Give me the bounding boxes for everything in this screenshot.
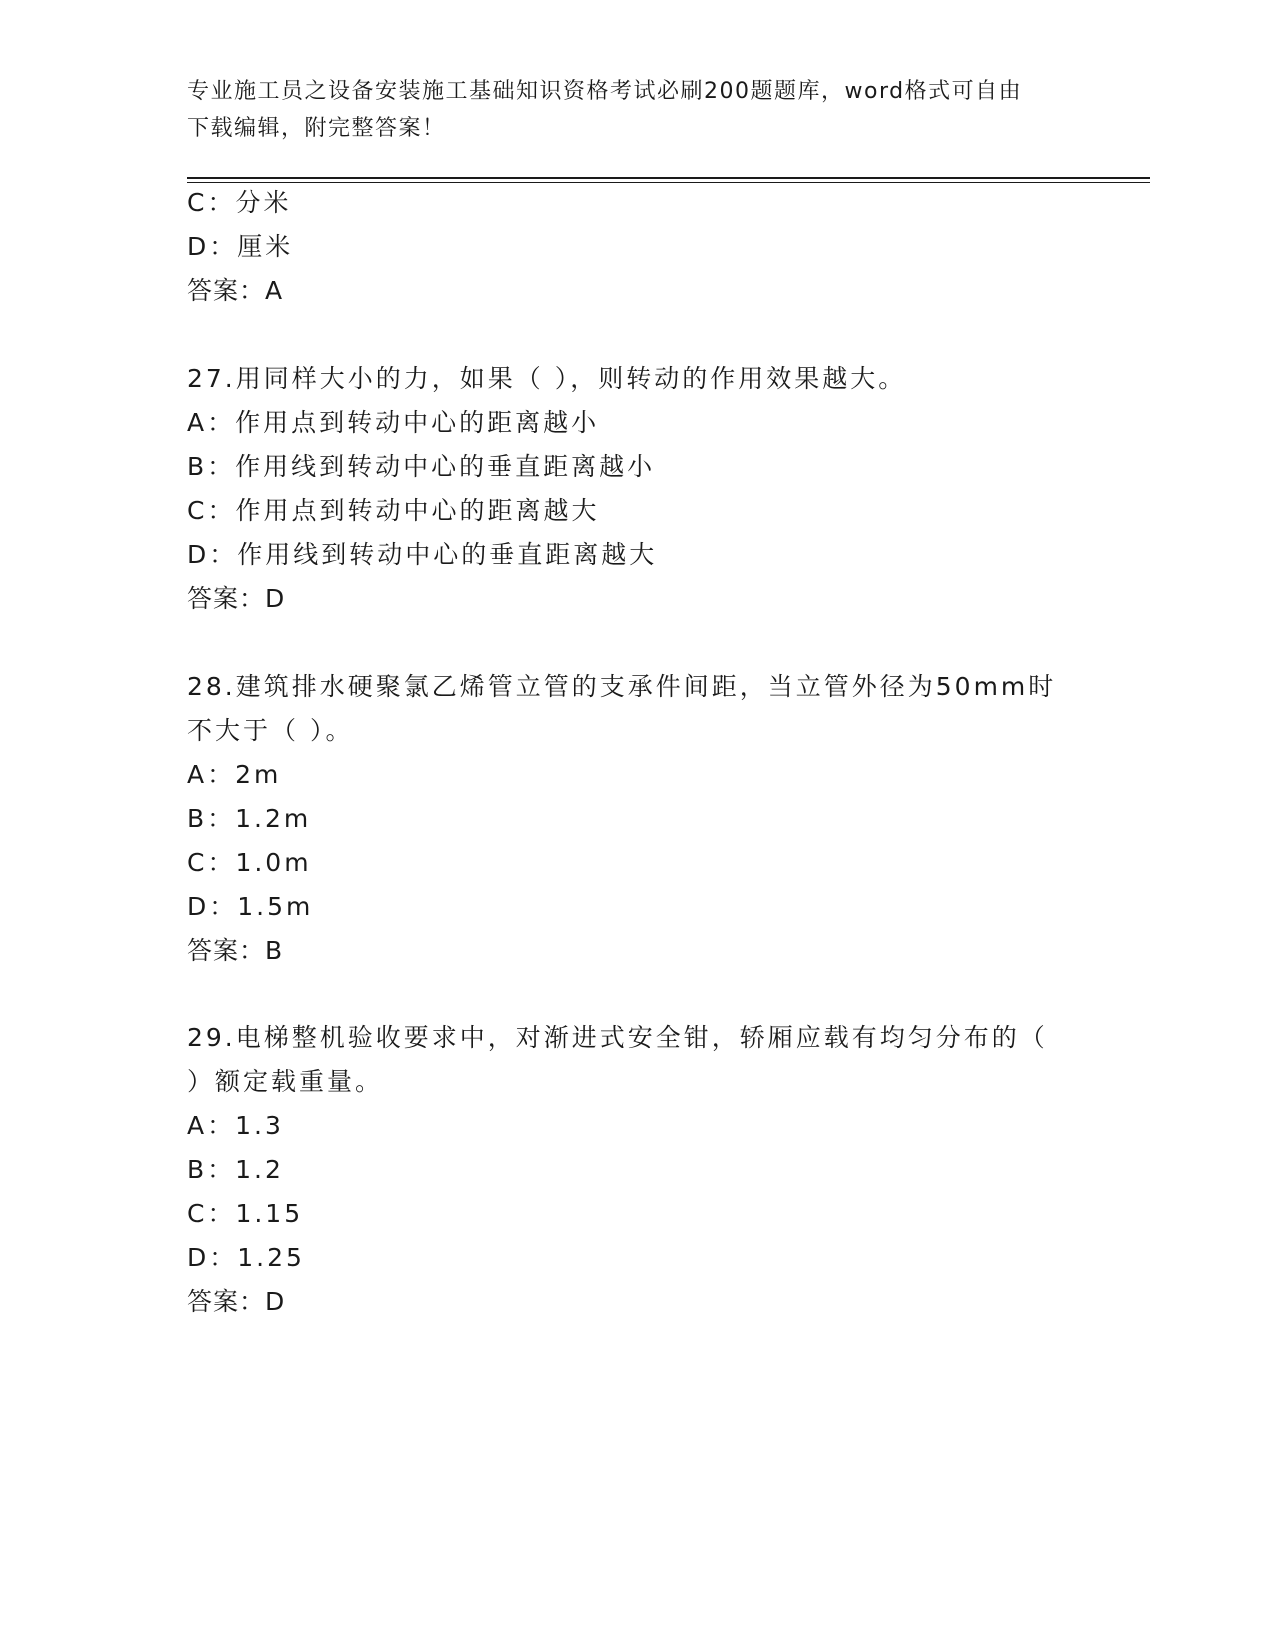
header-title-line-2: 下载编辑，附完整答案！ [187,116,446,141]
header-divider-thick [187,177,1150,179]
q28-option-b: B：1.2m [187,804,312,833]
q29-option-c: C：1.15 [187,1199,304,1228]
q29-option-d: D：1.25 [187,1243,305,1272]
q28-stem-line-2: 不大于（ ）。 [187,716,354,745]
q28-option-d: D：1.5m [187,892,314,921]
prev-answer: 答案：A [187,276,284,305]
q27-option-c: C：作用点到转动中心的距离越大 [187,496,600,525]
header-title-line-1: 专业施工员之设备安装施工基础知识资格考试必刷200题题库，word格式可自由 [187,79,1023,104]
q29-answer: 答案：D [187,1287,286,1316]
q28-option-a: A：2m [187,760,282,789]
q28-answer: 答案：B [187,936,284,965]
q27-option-d: D：作用线到转动中心的垂直距离越大 [187,540,658,569]
document-header [187,73,1067,147]
q29-option-a: A：1.3 [187,1111,284,1140]
q29-stem-line-1: 29.电梯整机验收要求中，对渐进式安全钳，轿厢应载有均匀分布的（ [187,1023,1048,1052]
prev-option-d: D：厘米 [187,232,294,261]
q28-option-c: C：1.0m [187,848,312,877]
q27-option-b: B：作用线到转动中心的垂直距离越小 [187,452,656,481]
q29-stem-line-2: ）额定载重量。 [187,1067,384,1096]
q28-stem-line-1: 28.建筑排水硬聚氯乙烯管立管的支承件间距，当立管外径为50mm时 [187,672,1057,701]
q27-answer: 答案：D [187,584,286,613]
q27-stem: 27.用同样大小的力，如果（ ），则转动的作用效果越大。 [187,364,907,393]
q27-option-a: A：作用点到转动中心的距离越小 [187,408,600,437]
q29-option-b: B：1.2 [187,1155,284,1184]
prev-option-c: C：分米 [187,188,292,217]
header-divider-thin [187,182,1150,183]
